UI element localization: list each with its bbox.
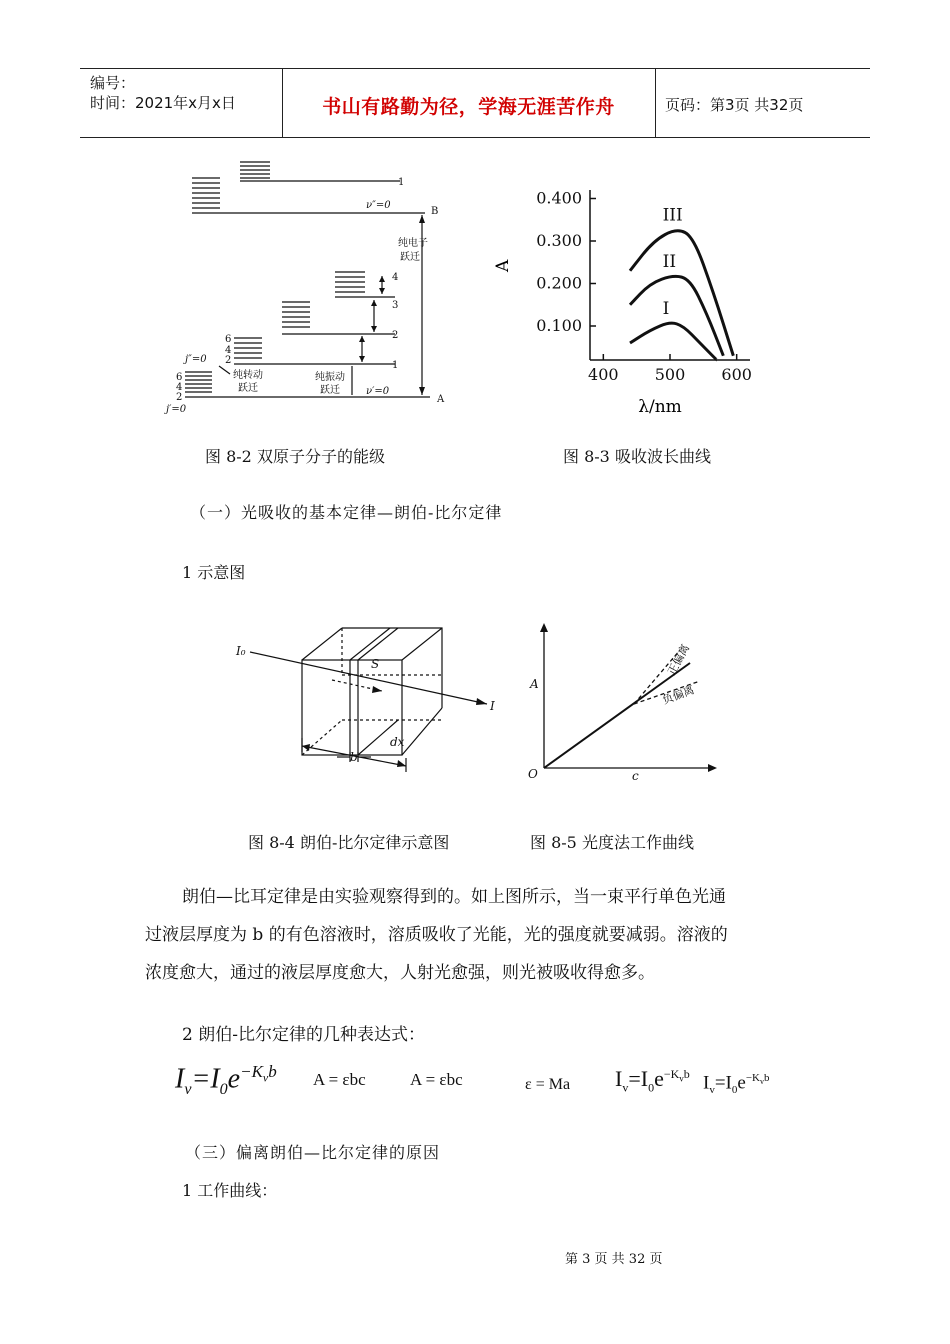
formula-2: A = εbc [313, 1070, 366, 1089]
chart-ylabel: A [493, 259, 513, 272]
absorption-curve-chart [490, 172, 770, 422]
series-line-II [630, 276, 723, 355]
label-negative-deviation: 负偏离 [660, 683, 697, 707]
label-v3: 3 [392, 300, 399, 311]
energy-level-diagram [130, 150, 460, 422]
fig-8-2-caption: 图 8-2 双原子分子的能级 [205, 447, 385, 466]
label-electron-transition: 跃迁 [400, 252, 420, 263]
x-tick-label: 600 [721, 365, 752, 384]
header-right-cell [655, 69, 870, 137]
section1-heading: （一）光吸收的基本定律—朗伯-比尔定律 [190, 503, 503, 522]
x-tick-label: 400 [588, 365, 619, 384]
formula-1-eq: =I [191, 1063, 220, 1095]
label-dx: dx [390, 735, 405, 749]
label-I: I [490, 699, 495, 713]
series-label-I: I [662, 298, 670, 319]
formula-5-exp: −K [663, 1066, 680, 1081]
formula-6-exp-b: b [763, 1072, 770, 1084]
formula-6-exp-sub: v [759, 1077, 764, 1087]
formula-3: A = εbc [410, 1070, 463, 1089]
label-l4: 4 [176, 382, 183, 393]
header-table [80, 68, 870, 138]
paragraph-line-3: 浓度愈大，通过的液层厚度愈大，人射光愈强，则光被吸收得愈多。 [145, 963, 655, 983]
doc-number-label: 编号： [90, 74, 136, 92]
subheading-1: 1 示意图 [182, 563, 246, 582]
label-v1: 1 [392, 360, 399, 371]
label-rot-transition: 跃迁 [238, 383, 258, 394]
label-I0: I₀ [236, 644, 246, 658]
label-b: b [350, 750, 358, 764]
lambert-beer-schematic [232, 620, 512, 780]
label-rot: 纯转动 [233, 370, 263, 381]
fig-8-4-caption: 图 8-4 朗伯-比尔定律示意图 [248, 833, 450, 852]
y-tick-label: 0.400 [536, 188, 582, 208]
section3-heading: （三）偏离朗伯—比尔定律的原因 [185, 1143, 441, 1162]
header-motto-cell [282, 69, 656, 137]
label-v0: ν′=0 [366, 386, 390, 397]
label-r2: 2 [225, 355, 232, 366]
fig-8-3-caption: 图 8-3 吸收波长曲线 [563, 447, 711, 466]
label-vib-transition: 跃迁 [320, 385, 340, 396]
formula-6-I: I [703, 1072, 710, 1094]
formula-1-e: e [227, 1063, 241, 1095]
label-positive-deviation: 正偏离 [665, 642, 693, 678]
formula-4: ε = Ma [525, 1076, 571, 1093]
paragraph-line-2: 过液层厚度为 b 的有色溶液时，溶质吸收了光能，光的强度就要减弱。溶液的 [145, 925, 728, 945]
label-A-axis: A [530, 677, 539, 691]
formula-5-exp-sub: v [679, 1073, 684, 1084]
label-A: A [437, 394, 445, 405]
formula-6-eq: =I [714, 1072, 732, 1094]
formula-5-sub-0: 0 [648, 1080, 655, 1095]
formula-6-exp: −K [745, 1072, 760, 1084]
y-tick-label: 0.100 [536, 316, 582, 335]
page-label: 页码：第3页 共32页 [665, 96, 804, 114]
label-l6: 6 [176, 372, 183, 383]
series-label-II: II [662, 252, 677, 272]
formula-5 [615, 1066, 690, 1095]
label-v2: 2 [392, 330, 399, 341]
label-B: B [431, 206, 439, 217]
formula-1-exp: −K [240, 1062, 263, 1081]
formula-5-e: e [654, 1066, 664, 1091]
formula-5-eq: =I [628, 1066, 649, 1091]
label-vib: 纯振动 [315, 372, 345, 383]
chart-xlabel: λ/nm [638, 397, 682, 417]
formula-1-sub-0: 0 [219, 1080, 228, 1098]
label-r4: 4 [225, 345, 232, 356]
formula-6-sub-0: 0 [731, 1084, 738, 1097]
formula-1-exp-b: b [268, 1062, 277, 1081]
formula-1-sub-v: v [184, 1080, 192, 1098]
y-tick-label: 0.200 [536, 273, 582, 293]
label-c-axis: c [632, 769, 639, 783]
label-v2-1: 1 [398, 177, 405, 188]
formula-1 [175, 1062, 277, 1099]
label-electron: 纯电子 [398, 238, 428, 249]
label-v4: 4 [392, 272, 399, 283]
series-line-I [630, 323, 717, 360]
formula-6 [703, 1072, 769, 1096]
header-left-cell [80, 69, 283, 137]
x-tick-label: 500 [654, 365, 686, 384]
motto: 书山有路勤为径，学海无涯苦作舟 [322, 96, 615, 118]
series-line-III [630, 231, 733, 356]
series-label-III: III [662, 205, 683, 226]
formula-6-sub-v: v [709, 1084, 715, 1097]
label-origin: O [528, 767, 538, 781]
page-footer: 第 3 页 共 32 页 [565, 1252, 663, 1267]
label-r6: 6 [225, 334, 232, 345]
time-label: 时间：2021年x月x日 [90, 94, 236, 112]
formula-1-exp-sub: v [262, 1070, 269, 1085]
paragraph-line-1: 朗伯—比耳定律是由实验观察得到的。如上图所示，当一束平行单色光通 [182, 887, 726, 907]
label-v2-0: ν″=0 [366, 200, 391, 211]
subheading-2: 2 朗伯-比尔定律的几种表达式： [182, 1025, 425, 1045]
label-j-bottom: j′=0 [166, 404, 187, 415]
label-l2: 2 [176, 392, 183, 403]
formula-1-I: I [175, 1063, 185, 1095]
formula-5-I: I [615, 1066, 623, 1091]
formula-5-exp-b: b [683, 1066, 690, 1081]
formula-6-e: e [737, 1072, 746, 1094]
fig-8-5-caption: 图 8-5 光度法工作曲线 [530, 833, 694, 852]
label-j-top: j″=0 [185, 354, 207, 365]
formula-5-sub-v: v [622, 1080, 629, 1095]
subheading-3: 1 工作曲线： [182, 1181, 278, 1200]
y-tick-label: 0.300 [536, 231, 582, 250]
label-S: S [371, 657, 380, 671]
working-curve-chart [522, 618, 727, 783]
